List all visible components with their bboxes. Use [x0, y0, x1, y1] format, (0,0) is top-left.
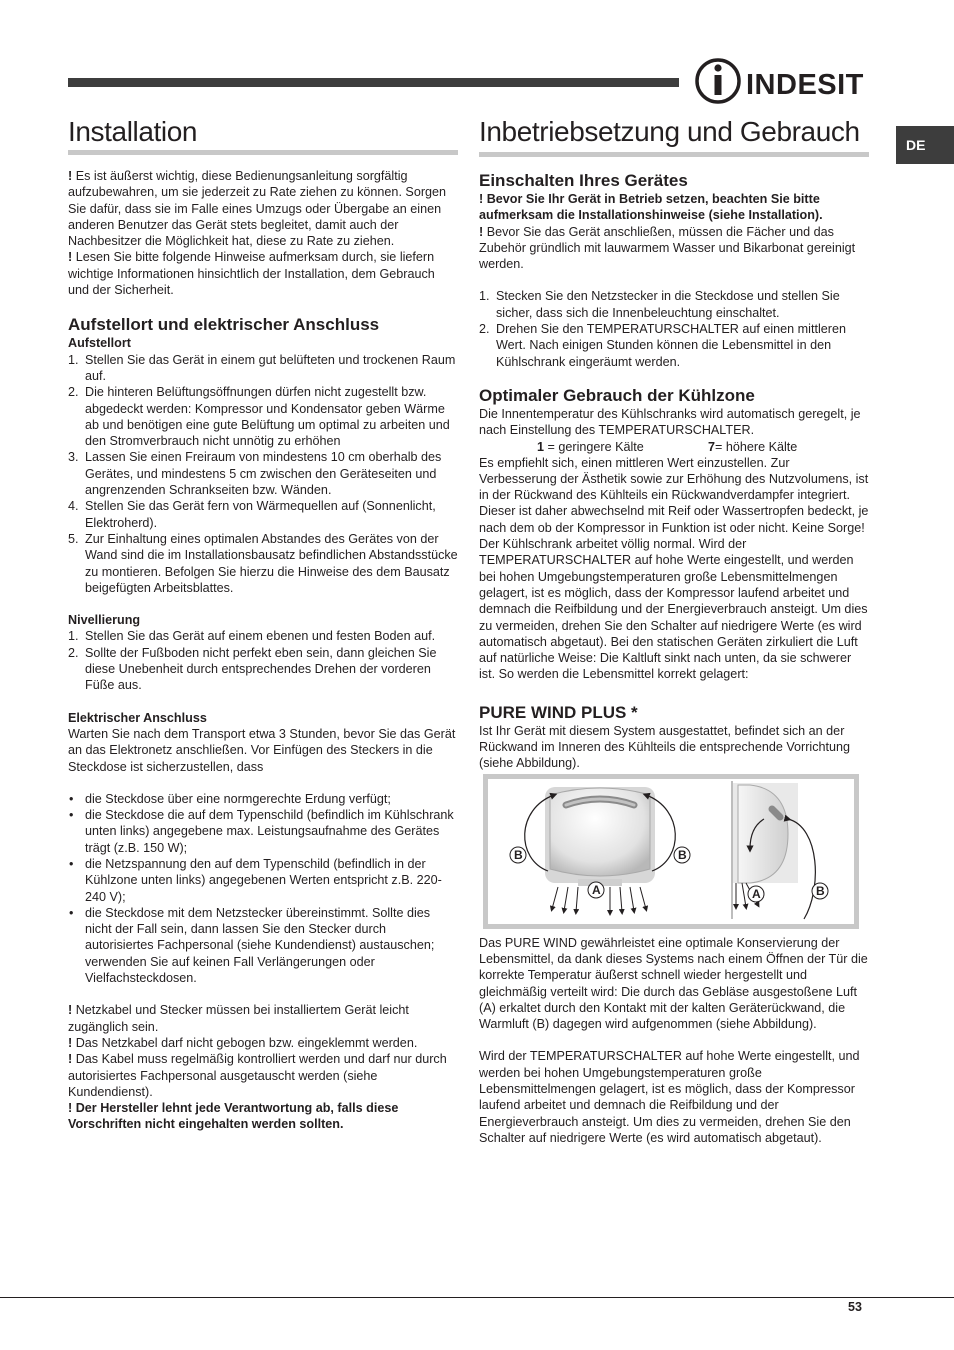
- einschalten-warning: ! Bevor Sie Ihr Gerät in Betrieb setzen, beachten Sie bitte aufmerksam die Installationshinweise (siehe Installation).: [479, 192, 823, 223]
- einschalten-list: [479, 288, 869, 369]
- aufstellort-list: [68, 352, 458, 596]
- intro-paragraph-1: ! Es ist äußerst wichtig, diese Bedienungsanleitung sorgfältig aufzubewahren, um sie jederzeit zu Rate ziehen zu können. Sorgen Sie dafür, dass sie im Falle eines Umzugs oder Übergabe an einen anderen Benutzer das Gerät stets begleitet, damit auch der Nachbesitzer die Möglichkeit hat, diese zu Rate zu ziehen.: [68, 169, 447, 249]
- label-b-right: B: [678, 847, 687, 862]
- list-item: 2. Die hinteren Belüftungsöffnungen dürfen nicht zugestellt bzw. abgedeckt werden: Kompressor und Kondensator geben Wärme ab und benötigen eine gute Belüftung um optimal zu arbeiten und den Stromverbrauch nicht unnötig zu erhöhen: [68, 385, 450, 449]
- legend-1-number: 1: [537, 439, 545, 454]
- section-title-aufstellort: Aufstellort und elektrischer Anschluss: [68, 315, 380, 335]
- page-title-installation: Installation: [68, 114, 458, 155]
- kuehlzone-text: Es empfiehlt sich, einen mittleren Wert einzustellen. Zur Verbesserung der Ästhetik sowie zur Erhöhung des Nutzvolumens, ist in der Rückwand des Kühlteils ein Rückwandverdampfer integriert. Dieser ist daher abwechselnd mit Reif oder Wassertropfen bedeckt, je nach dem ob der Kompressor in Funktion ist oder nicht. Keine Sorge! Der Kühlschrank arbeitet völlig normal. Wird der TEMPERATURSCHALTER auf hohe Werte eingestellt, und werden bei hohen Umgebungstemperaturen große Lebensmittelmengen gelagert, ist es möglich, dass der Kompressor laufend arbeitet und demnach die Reifbildung und der Energieverbrauch ansteigt. Um dies zu vermeiden, drehen Sie den Schalter auf niedrigere Werte (es wird automatisch abgetaut). Bei den statischen Geräten zirkuliert die Luft auf natürliche Weise: Die Kaltluft sinkt nach unten, da sie schwerer ist. So werden die Lebensmittel korrekt gelagert:: [479, 455, 869, 682]
- label-b-left: B: [514, 847, 523, 862]
- section-title-kuehlzone: Optimaler Gebrauch der Kühlzone: [479, 385, 755, 405]
- page-number: 53: [848, 1300, 862, 1314]
- elektro-intro: Warten Sie nach dem Transport etwa 3 Stunden, bevor Sie das Gerät an das Elektronetz anschließen. Vor Einfügen des Steckers in die Steckdose ist sicherzustellen, dass: [68, 726, 456, 774]
- legend-7-number: 7: [708, 439, 716, 454]
- fan-front-view: [545, 787, 655, 886]
- elektro-bullets: [68, 791, 458, 987]
- temperature-legend: [479, 439, 869, 455]
- left-column: [68, 114, 458, 1133]
- intro-paragraph-2: ! Lesen Sie bitte folgende Hinweise aufmerksam durch, sie liefern wichtige Informationen hinsichtlich der Installation, dem Gebrauch und der Sicherheit.: [68, 250, 435, 298]
- list-item: 1. Stellen Sie das Gerät auf einem ebenen und festen Boden auf.: [68, 629, 436, 644]
- fan-side-view: [732, 781, 798, 919]
- einschalten-text: ! Bevor Sie das Gerät anschließen, müssen die Fächer und das Zubehör gründlich mit lauwarmem Wasser und Bikarbonat gereinigt werden.: [479, 224, 856, 272]
- nivellierung-list: [68, 628, 458, 693]
- list-item: • die Steckdose die auf dem Typenschild (befindlich im Kühlschrank unten links) angegebene max. Leistungsaufnahme des Gerätes trägt (z.B. 150 W);: [68, 807, 458, 856]
- list-item: 2. Drehen Sie den TEMPERATURSCHALTER auf einen mittleren Wert. Nach einigen Stunden können die Lebensmittel in den Kühlschrank eingeräumt werden.: [479, 322, 846, 369]
- section-title-pure-wind: PURE WIND PLUS *: [479, 702, 638, 722]
- subheading-aufstellort: Aufstellort: [68, 336, 131, 351]
- warning-3: ! Das Kabel muss regelmäßig kontrolliert werden und darf nur durch autorisiertes Fachpersonal ausgetauscht werden (siehe Kundendienst).: [68, 1052, 447, 1099]
- subheading-elektrischer-anschluss: Elektrischer Anschluss: [68, 710, 207, 725]
- label-a-front: A: [592, 882, 601, 897]
- pure-wind-diagram: [483, 774, 859, 929]
- list-item: • die Netzspannung den auf dem Typenschild (befindlich in der Kühlzone unten links) angegebenen Werten entspricht z.B. 220-240 V);: [68, 856, 458, 905]
- list-item: • die Steckdose mit dem Netzstecker übereinstimmt. Sollte dies nicht der Fall sein, dann lassen Sie den Stecker durch autorisiertes Fachpersonal (siehe Kundendienst) austauschen; verwenden Sie auf keinen Fall Verlängerungen oder Vielfachsteckdosen.: [68, 905, 458, 986]
- pure-wind-intro: Ist Ihr Gerät mit diesem System ausgestattet, befindet sich an der Rückwand im Inneren des Kühlteils die entsprechende Vorrichtung (siehe Abbildung).: [479, 723, 851, 771]
- list-item: 5. Zur Einhaltung eines optimalen Abstandes des Gerätes von der Wand sind die im Installationsbausatz befindlichen Abstandsstücke zu montieren. Befolgen Sie hierzu die Hinweise des dem Bausatz beigefügten Arbeitsblattes.: [68, 531, 458, 595]
- label-b-side: B: [816, 883, 825, 898]
- airflow-illustration: [488, 779, 854, 924]
- legend-7-text: = höhere Kälte: [715, 439, 798, 454]
- kuehlzone-intro: Die Innentemperatur des Kühlschranks wird automatisch geregelt, je nach Einstellung des TEMPERATURSCHALTER.: [479, 406, 861, 438]
- right-column: [479, 114, 869, 1146]
- language-tab: DE: [896, 126, 954, 164]
- footer-rule: [0, 1297, 954, 1298]
- label-a-side: A: [752, 886, 761, 901]
- list-item: 1. Stellen Sie das Gerät in einem gut belüfteten und trockenen Raum auf.: [68, 352, 456, 383]
- page-title-inbetriebsetzung: Inbetriebsetzung und Gebrauch: [479, 114, 869, 157]
- pure-wind-text-1: Das PURE WIND gewährleistet eine optimale Konservierung der Lebensmittel, da dank dieses Systems nach einem Öffnen der Tür die korrekte Temperatur äußerst schnell wieder hergestellt und gleichmäßig verteilt wird: Die durch das Gebläse ausgestoßene Luft (A) erkaltet durch den Kontakt mit der kalten Geräterückwand, die Warmluft (B) dagegen wird aufgenommen (siehe Abbildung).: [479, 935, 868, 1032]
- warning-1: ! Netzkabel und Stecker müssen bei installiertem Gerät leicht zugänglich sein.: [68, 1003, 409, 1034]
- list-item: 4. Stellen Sie das Gerät fern von Wärmequellen auf (Sonnenlicht, Elektroherd).: [68, 499, 436, 530]
- subheading-nivellierung: Nivellierung: [68, 613, 141, 628]
- pure-wind-text-2: Wird der TEMPERATURSCHALTER auf hohe Werte eingestellt, und werden bei hohen Umgebungstemperaturen große Lebensmittelmengen gelagert, ist es möglich, dass der Kompressor laufend arbeitet und demnach die Reifbildung und der Energieverbrauch ansteigt. Um dies zu vermeiden, drehen Sie den Schalter auf niedrigere Werte (es wird automatisch abgetaut).: [479, 1049, 860, 1145]
- logo-wordmark: INDESIT: [746, 69, 864, 101]
- list-item: 3. Lassen Sie einen Freiraum von mindestens 10 cm oberhalb des Gerätes, und mindestens 5 cm zwischen den Geräteseiten und angrenzenden Schrankseiten bzw. Wänden.: [68, 450, 442, 498]
- warning-2: ! Das Netzkabel darf nicht gebogen bzw. eingeklemmt werden.: [68, 1035, 418, 1050]
- indesit-logo: [694, 56, 870, 106]
- list-item: 1. Stecken Sie den Netzstecker in die Steckdose und stellen Sie sicher, dass sich die Innenbeleuchtung einschaltet.: [479, 289, 840, 320]
- section-title-einschalten: Einschalten Ihres Gerätes: [479, 171, 688, 190]
- list-item: • die Steckdose über eine normgerechte Erdung verfügt;: [68, 791, 458, 807]
- list-item: 2. Sollte der Fußboden nicht perfekt eben sein, dann gleichen Sie diese Unebenheit durch entsprechendes Drehen der vorderen Füße aus.: [68, 645, 437, 693]
- legend-1-text: = geringere Kälte: [544, 439, 644, 454]
- header-bar: [68, 78, 679, 87]
- warning-4: ! Der Hersteller lehnt jede Verantwortung ab, falls diese Vorschriften nicht eingehalten werden sollten.: [68, 1101, 399, 1132]
